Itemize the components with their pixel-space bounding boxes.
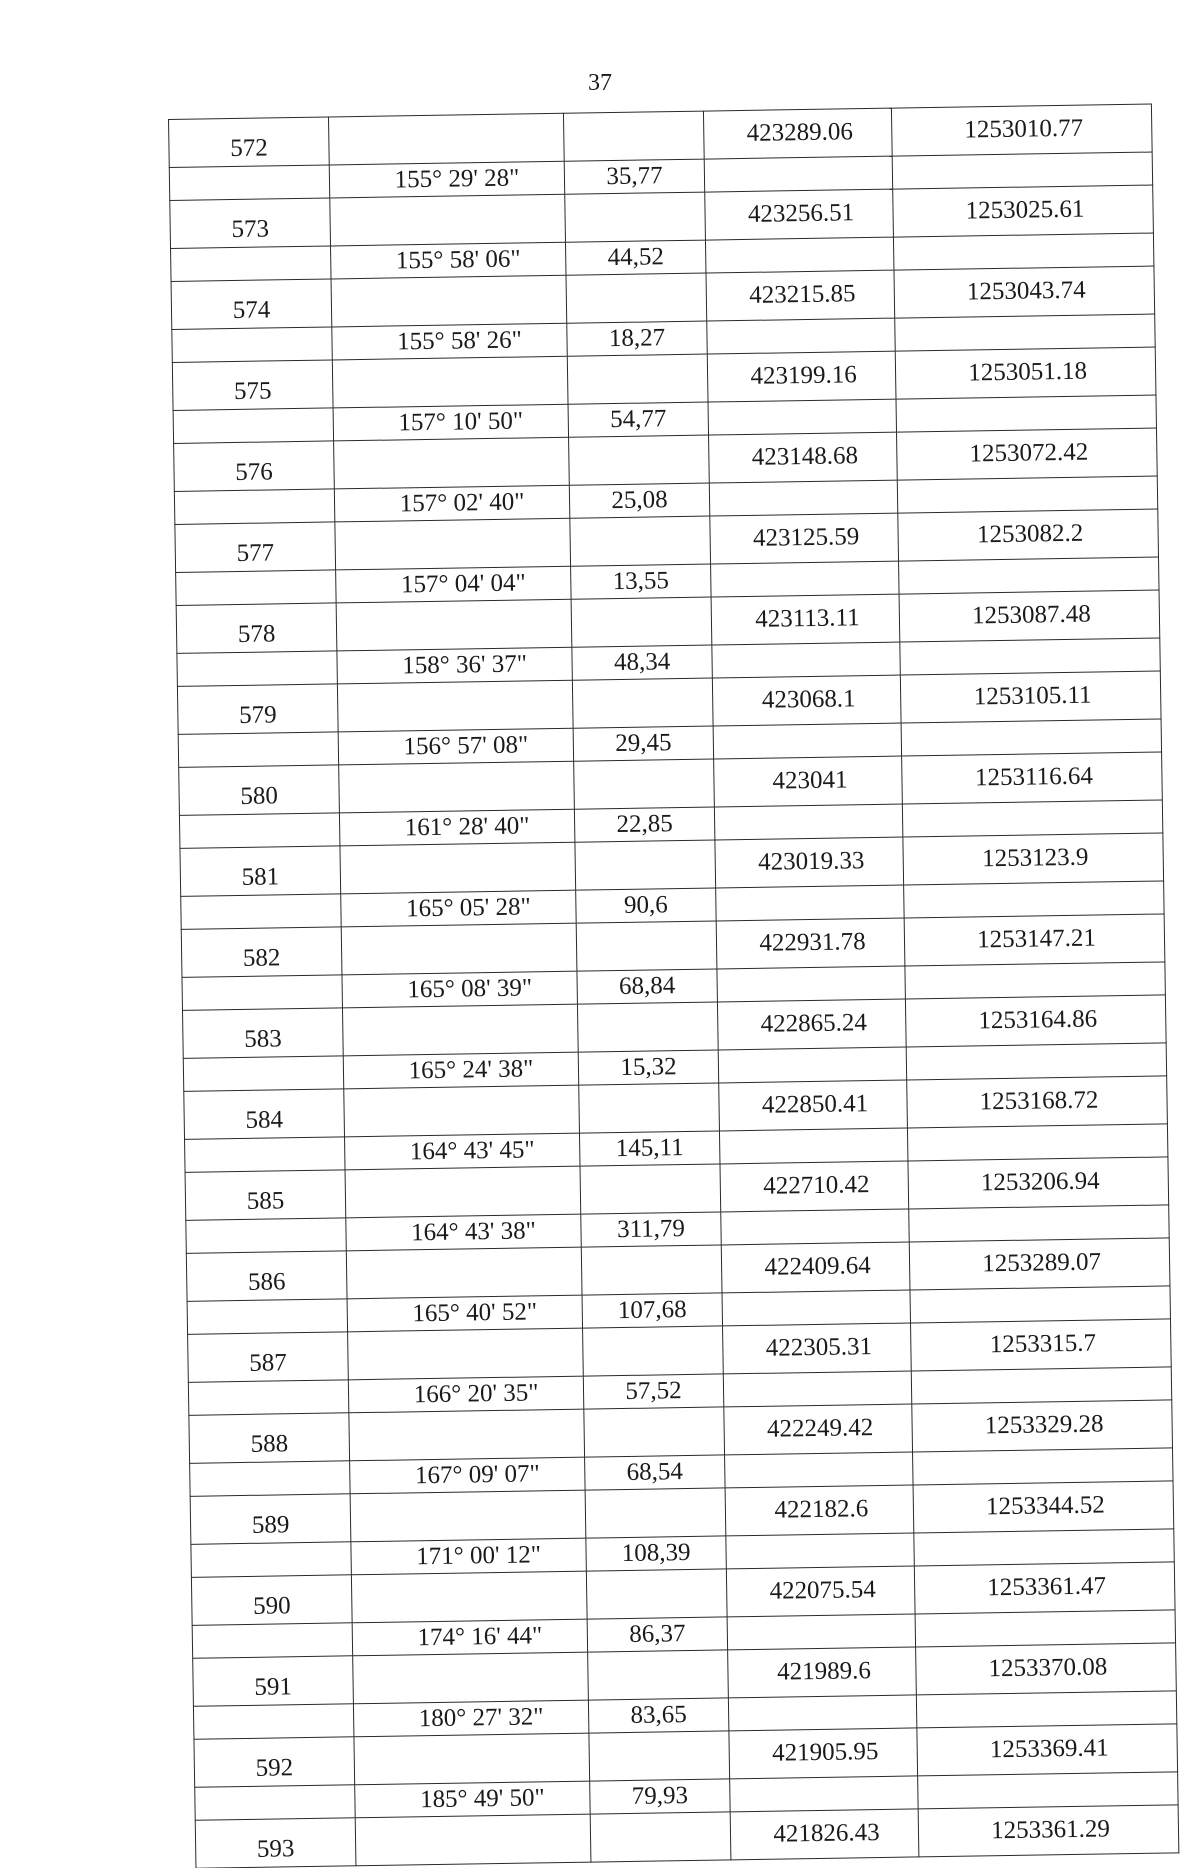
x-coordinate-cell [704, 156, 893, 192]
y-coordinate-cell: 1253369.41 [917, 1724, 1178, 1776]
direction-angle-cell [332, 356, 568, 407]
point-number-cell: 591 [193, 1656, 354, 1706]
point-number-cell: 577 [175, 522, 336, 572]
point-number-cell [186, 1217, 347, 1253]
point-number-cell [192, 1622, 353, 1658]
y-coordinate-cell: 1253361.47 [914, 1562, 1175, 1614]
y-coordinate-cell: 1253329.28 [912, 1400, 1173, 1452]
x-coordinate-cell: 423256.51 [705, 189, 894, 239]
distance-cell [589, 1731, 730, 1781]
direction-angle-cell [351, 1571, 587, 1622]
x-coordinate-cell: 423199.16 [707, 351, 896, 401]
x-coordinate-cell [717, 966, 906, 1002]
distance-cell [571, 597, 712, 647]
y-coordinate-cell: 1253147.21 [904, 914, 1165, 966]
y-coordinate-cell: 1253123.9 [903, 833, 1164, 885]
point-number-cell [190, 1460, 351, 1496]
point-number-cell: 593 [195, 1818, 356, 1868]
y-coordinate-cell: 1253087.48 [899, 590, 1160, 642]
y-coordinate-cell [897, 476, 1157, 514]
point-number-cell: 583 [183, 1008, 344, 1058]
y-coordinate-cell: 1253105.11 [900, 671, 1161, 723]
distance-cell: 311,79 [581, 1211, 722, 1247]
direction-angle-cell: 155° 58' 26" [332, 323, 567, 360]
y-coordinate-cell: 1253082.2 [898, 509, 1159, 561]
direction-angle-cell [335, 518, 571, 569]
point-number-cell [179, 812, 340, 848]
y-coordinate-cell: 1253116.64 [902, 752, 1163, 804]
x-coordinate-cell: 422249.42 [724, 1404, 913, 1454]
y-coordinate-cell [907, 1123, 1167, 1161]
direction-angle-cell [341, 923, 577, 974]
direction-angle-cell [334, 437, 570, 488]
point-number-cell: 581 [180, 846, 341, 896]
y-coordinate-cell [911, 1366, 1171, 1404]
x-coordinate-cell: 422182.6 [725, 1485, 914, 1535]
y-coordinate-cell: 1253206.94 [908, 1157, 1169, 1209]
direction-angle-cell [340, 842, 576, 893]
x-coordinate-cell: 422305.31 [723, 1323, 912, 1373]
point-number-cell [173, 407, 334, 443]
distance-cell [583, 1326, 724, 1376]
x-coordinate-cell: 423019.33 [715, 837, 904, 887]
y-coordinate-cell: 1253168.72 [907, 1076, 1168, 1128]
point-number-cell: 573 [170, 198, 331, 248]
x-coordinate-cell [730, 1775, 919, 1811]
x-coordinate-cell: 421989.6 [728, 1647, 917, 1697]
direction-angle-cell: 165° 40' 52" [347, 1295, 582, 1332]
y-coordinate-cell [909, 1204, 1169, 1242]
point-number-cell: 590 [191, 1575, 352, 1625]
distance-cell [590, 1812, 731, 1862]
point-number-cell [174, 488, 335, 524]
direction-angle-cell: 165° 05' 28" [341, 890, 576, 927]
direction-angle-cell: 166° 20' 35" [348, 1376, 583, 1413]
direction-angle-cell [331, 275, 567, 326]
point-number-cell: 574 [171, 279, 332, 329]
point-number-cell [193, 1703, 354, 1739]
x-coordinate-cell [721, 1208, 910, 1244]
distance-cell: 57,52 [583, 1373, 724, 1409]
distance-cell [575, 840, 716, 890]
y-coordinate-cell: 1253315.7 [911, 1319, 1172, 1371]
point-number-cell: 589 [190, 1494, 351, 1544]
y-coordinate-cell: 1253072.42 [897, 428, 1158, 480]
y-coordinate-cell [918, 1771, 1178, 1809]
y-coordinate-cell: 1253344.52 [913, 1481, 1174, 1533]
y-coordinate-cell [896, 395, 1156, 433]
y-coordinate-cell [906, 1042, 1166, 1080]
x-coordinate-cell [716, 885, 905, 921]
distance-cell: 18,27 [567, 321, 708, 357]
direction-angle-cell: 185° 49' 50" [355, 1781, 590, 1818]
distance-cell [574, 759, 715, 809]
direction-angle-cell: 157° 02' 40" [334, 485, 569, 522]
y-coordinate-cell: 1253025.61 [893, 185, 1154, 237]
page-number: 37 [588, 70, 612, 96]
distance-cell: 79,93 [590, 1778, 731, 1814]
distance-cell [586, 1569, 727, 1619]
point-number-cell: 576 [174, 441, 335, 491]
direction-angle-cell: 180° 27' 32" [353, 1700, 588, 1737]
direction-angle-cell: 155° 29' 28" [329, 161, 564, 198]
distance-cell [566, 273, 707, 323]
direction-angle-cell [354, 1733, 590, 1784]
y-coordinate-cell [901, 718, 1161, 756]
direction-angle-cell [349, 1409, 585, 1460]
y-coordinate-cell: 1253289.07 [909, 1238, 1170, 1290]
direction-angle-cell [328, 113, 564, 164]
y-coordinate-cell [892, 152, 1152, 190]
distance-cell: 35,77 [564, 159, 705, 195]
point-number-cell [191, 1541, 352, 1577]
distance-cell: 68,84 [577, 968, 718, 1004]
distance-cell: 25,08 [569, 483, 710, 519]
distance-cell [581, 1245, 722, 1295]
direction-angle-cell [336, 599, 572, 650]
y-coordinate-cell [910, 1285, 1170, 1323]
x-coordinate-cell [712, 642, 901, 678]
point-number-cell: 582 [181, 927, 342, 977]
y-coordinate-cell [915, 1609, 1175, 1647]
y-coordinate-cell [899, 556, 1159, 594]
point-number-cell [182, 974, 343, 1010]
distance-cell [565, 192, 706, 242]
y-coordinate-cell [916, 1690, 1176, 1728]
x-coordinate-cell [725, 1451, 914, 1487]
point-number-cell [172, 326, 333, 362]
x-coordinate-cell [723, 1370, 912, 1406]
y-coordinate-cell: 1253051.18 [895, 347, 1156, 399]
distance-cell: 68,54 [585, 1454, 726, 1490]
x-coordinate-cell [711, 561, 900, 597]
distance-cell: 48,34 [572, 645, 713, 681]
direction-angle-cell [353, 1652, 589, 1703]
x-coordinate-cell [709, 480, 898, 516]
x-coordinate-cell: 422850.41 [719, 1080, 908, 1130]
distance-cell: 107,68 [582, 1292, 723, 1328]
x-coordinate-cell [719, 1128, 908, 1164]
x-coordinate-cell [707, 318, 896, 354]
direction-angle-cell [346, 1247, 582, 1298]
y-coordinate-cell: 1253164.86 [905, 995, 1166, 1047]
point-number-cell [181, 893, 342, 929]
x-coordinate-cell: 422409.64 [721, 1242, 910, 1292]
y-coordinate-cell [893, 233, 1153, 271]
coordinate-table-body [169, 104, 1179, 1868]
x-coordinate-cell: 423113.11 [711, 594, 900, 644]
x-coordinate-cell: 421905.95 [729, 1728, 918, 1778]
point-number-cell: 578 [176, 603, 337, 653]
direction-angle-cell [355, 1814, 591, 1865]
direction-angle-cell: 174° 16' 44" [352, 1619, 587, 1656]
y-coordinate-cell [913, 1447, 1173, 1485]
coordinate-table [168, 104, 1179, 1868]
y-coordinate-cell [900, 637, 1160, 675]
x-coordinate-cell [726, 1532, 915, 1568]
distance-cell: 83,65 [588, 1697, 729, 1733]
distance-cell [585, 1488, 726, 1538]
point-number-cell: 585 [185, 1170, 346, 1220]
point-number-cell: 575 [172, 360, 333, 410]
x-coordinate-cell: 423041 [714, 756, 903, 806]
y-coordinate-cell: 1253370.08 [916, 1643, 1177, 1695]
point-number-cell: 592 [194, 1737, 355, 1787]
point-number-cell: 579 [177, 684, 338, 734]
point-number-cell [169, 164, 330, 200]
x-coordinate-cell: 423148.68 [709, 432, 898, 482]
direction-angle-cell: 165° 08' 39" [342, 971, 577, 1008]
direction-angle-cell: 155° 58' 06" [331, 242, 566, 279]
x-coordinate-cell [705, 237, 894, 273]
distance-cell: 22,85 [574, 807, 715, 843]
direction-angle-cell [344, 1085, 580, 1136]
distance-cell [588, 1650, 729, 1700]
x-coordinate-cell: 421826.43 [730, 1809, 919, 1859]
distance-cell [580, 1164, 721, 1214]
x-coordinate-cell: 422075.54 [726, 1566, 915, 1616]
distance-cell: 15,32 [578, 1049, 719, 1085]
x-coordinate-cell: 422865.24 [717, 999, 906, 1049]
direction-angle-cell: 156° 57' 08" [338, 728, 573, 765]
direction-angle-cell: 164° 43' 45" [345, 1133, 580, 1170]
distance-cell: 29,45 [573, 726, 714, 762]
distance-cell [584, 1407, 725, 1457]
distance-cell [570, 516, 711, 566]
distance-cell: 145,11 [579, 1130, 720, 1166]
y-coordinate-cell [904, 880, 1164, 918]
x-coordinate-cell: 423215.85 [706, 270, 895, 320]
y-coordinate-cell [902, 799, 1162, 837]
direction-angle-cell: 161° 28' 40" [339, 809, 574, 846]
distance-cell [579, 1083, 720, 1133]
distance-cell: 108,39 [586, 1535, 727, 1571]
x-coordinate-cell [708, 399, 897, 435]
distance-cell: 54,77 [568, 402, 709, 438]
direction-angle-cell [345, 1166, 581, 1217]
distance-cell [567, 354, 708, 404]
x-coordinate-cell [728, 1694, 917, 1730]
point-number-cell: 580 [179, 765, 340, 815]
distance-cell: 13,55 [571, 564, 712, 600]
x-coordinate-cell [722, 1289, 911, 1325]
direction-angle-cell [350, 1490, 586, 1541]
point-number-cell: 572 [169, 117, 330, 167]
x-coordinate-cell: 422710.42 [720, 1161, 909, 1211]
x-coordinate-cell: 423068.1 [712, 675, 901, 725]
point-number-cell [171, 245, 332, 281]
x-coordinate-cell: 422931.78 [716, 918, 905, 968]
direction-angle-cell [337, 680, 573, 731]
point-number-cell [178, 731, 339, 767]
x-coordinate-cell: 423289.06 [703, 108, 892, 158]
point-number-cell: 588 [189, 1413, 350, 1463]
point-number-cell [183, 1055, 344, 1091]
y-coordinate-cell: 1253010.77 [891, 104, 1152, 156]
point-number-cell: 587 [188, 1332, 349, 1382]
point-number-cell [185, 1136, 346, 1172]
distance-cell: 44,52 [565, 240, 706, 276]
y-coordinate-cell: 1253043.74 [894, 266, 1155, 318]
point-number-cell: 586 [186, 1251, 347, 1301]
point-number-cell [176, 569, 337, 605]
point-number-cell [187, 1298, 348, 1334]
y-coordinate-cell [895, 314, 1155, 352]
distance-cell [569, 435, 710, 485]
direction-angle-cell: 157° 10' 50" [333, 404, 568, 441]
y-coordinate-cell [905, 961, 1165, 999]
distance-cell: 90,6 [576, 887, 717, 923]
x-coordinate-cell [713, 723, 902, 759]
direction-angle-cell: 165° 24' 38" [343, 1052, 578, 1089]
y-coordinate-cell [914, 1528, 1174, 1566]
direction-angle-cell [330, 194, 566, 245]
y-coordinate-cell: 1253361.29 [918, 1805, 1179, 1857]
x-coordinate-cell [714, 804, 903, 840]
distance-cell: 86,37 [587, 1616, 728, 1652]
x-coordinate-cell [718, 1047, 907, 1083]
distance-cell [576, 921, 717, 971]
direction-angle-cell [339, 761, 575, 812]
direction-angle-cell: 164° 43' 38" [346, 1214, 581, 1251]
distance-cell [577, 1002, 718, 1052]
distance-cell [563, 111, 704, 161]
x-coordinate-cell: 423125.59 [710, 513, 899, 563]
direction-angle-cell [342, 1004, 578, 1055]
direction-angle-cell: 157° 04' 04" [336, 566, 571, 603]
direction-angle-cell: 167° 09' 07" [350, 1457, 585, 1494]
direction-angle-cell: 158° 36' 37" [337, 647, 572, 684]
x-coordinate-cell [727, 1613, 916, 1649]
point-number-cell [188, 1379, 349, 1415]
direction-angle-cell: 171° 00' 12" [351, 1538, 586, 1575]
point-number-cell [177, 650, 338, 686]
point-number-cell [195, 1784, 356, 1820]
distance-cell [572, 678, 713, 728]
point-number-cell: 584 [184, 1089, 345, 1139]
direction-angle-cell [348, 1328, 584, 1379]
